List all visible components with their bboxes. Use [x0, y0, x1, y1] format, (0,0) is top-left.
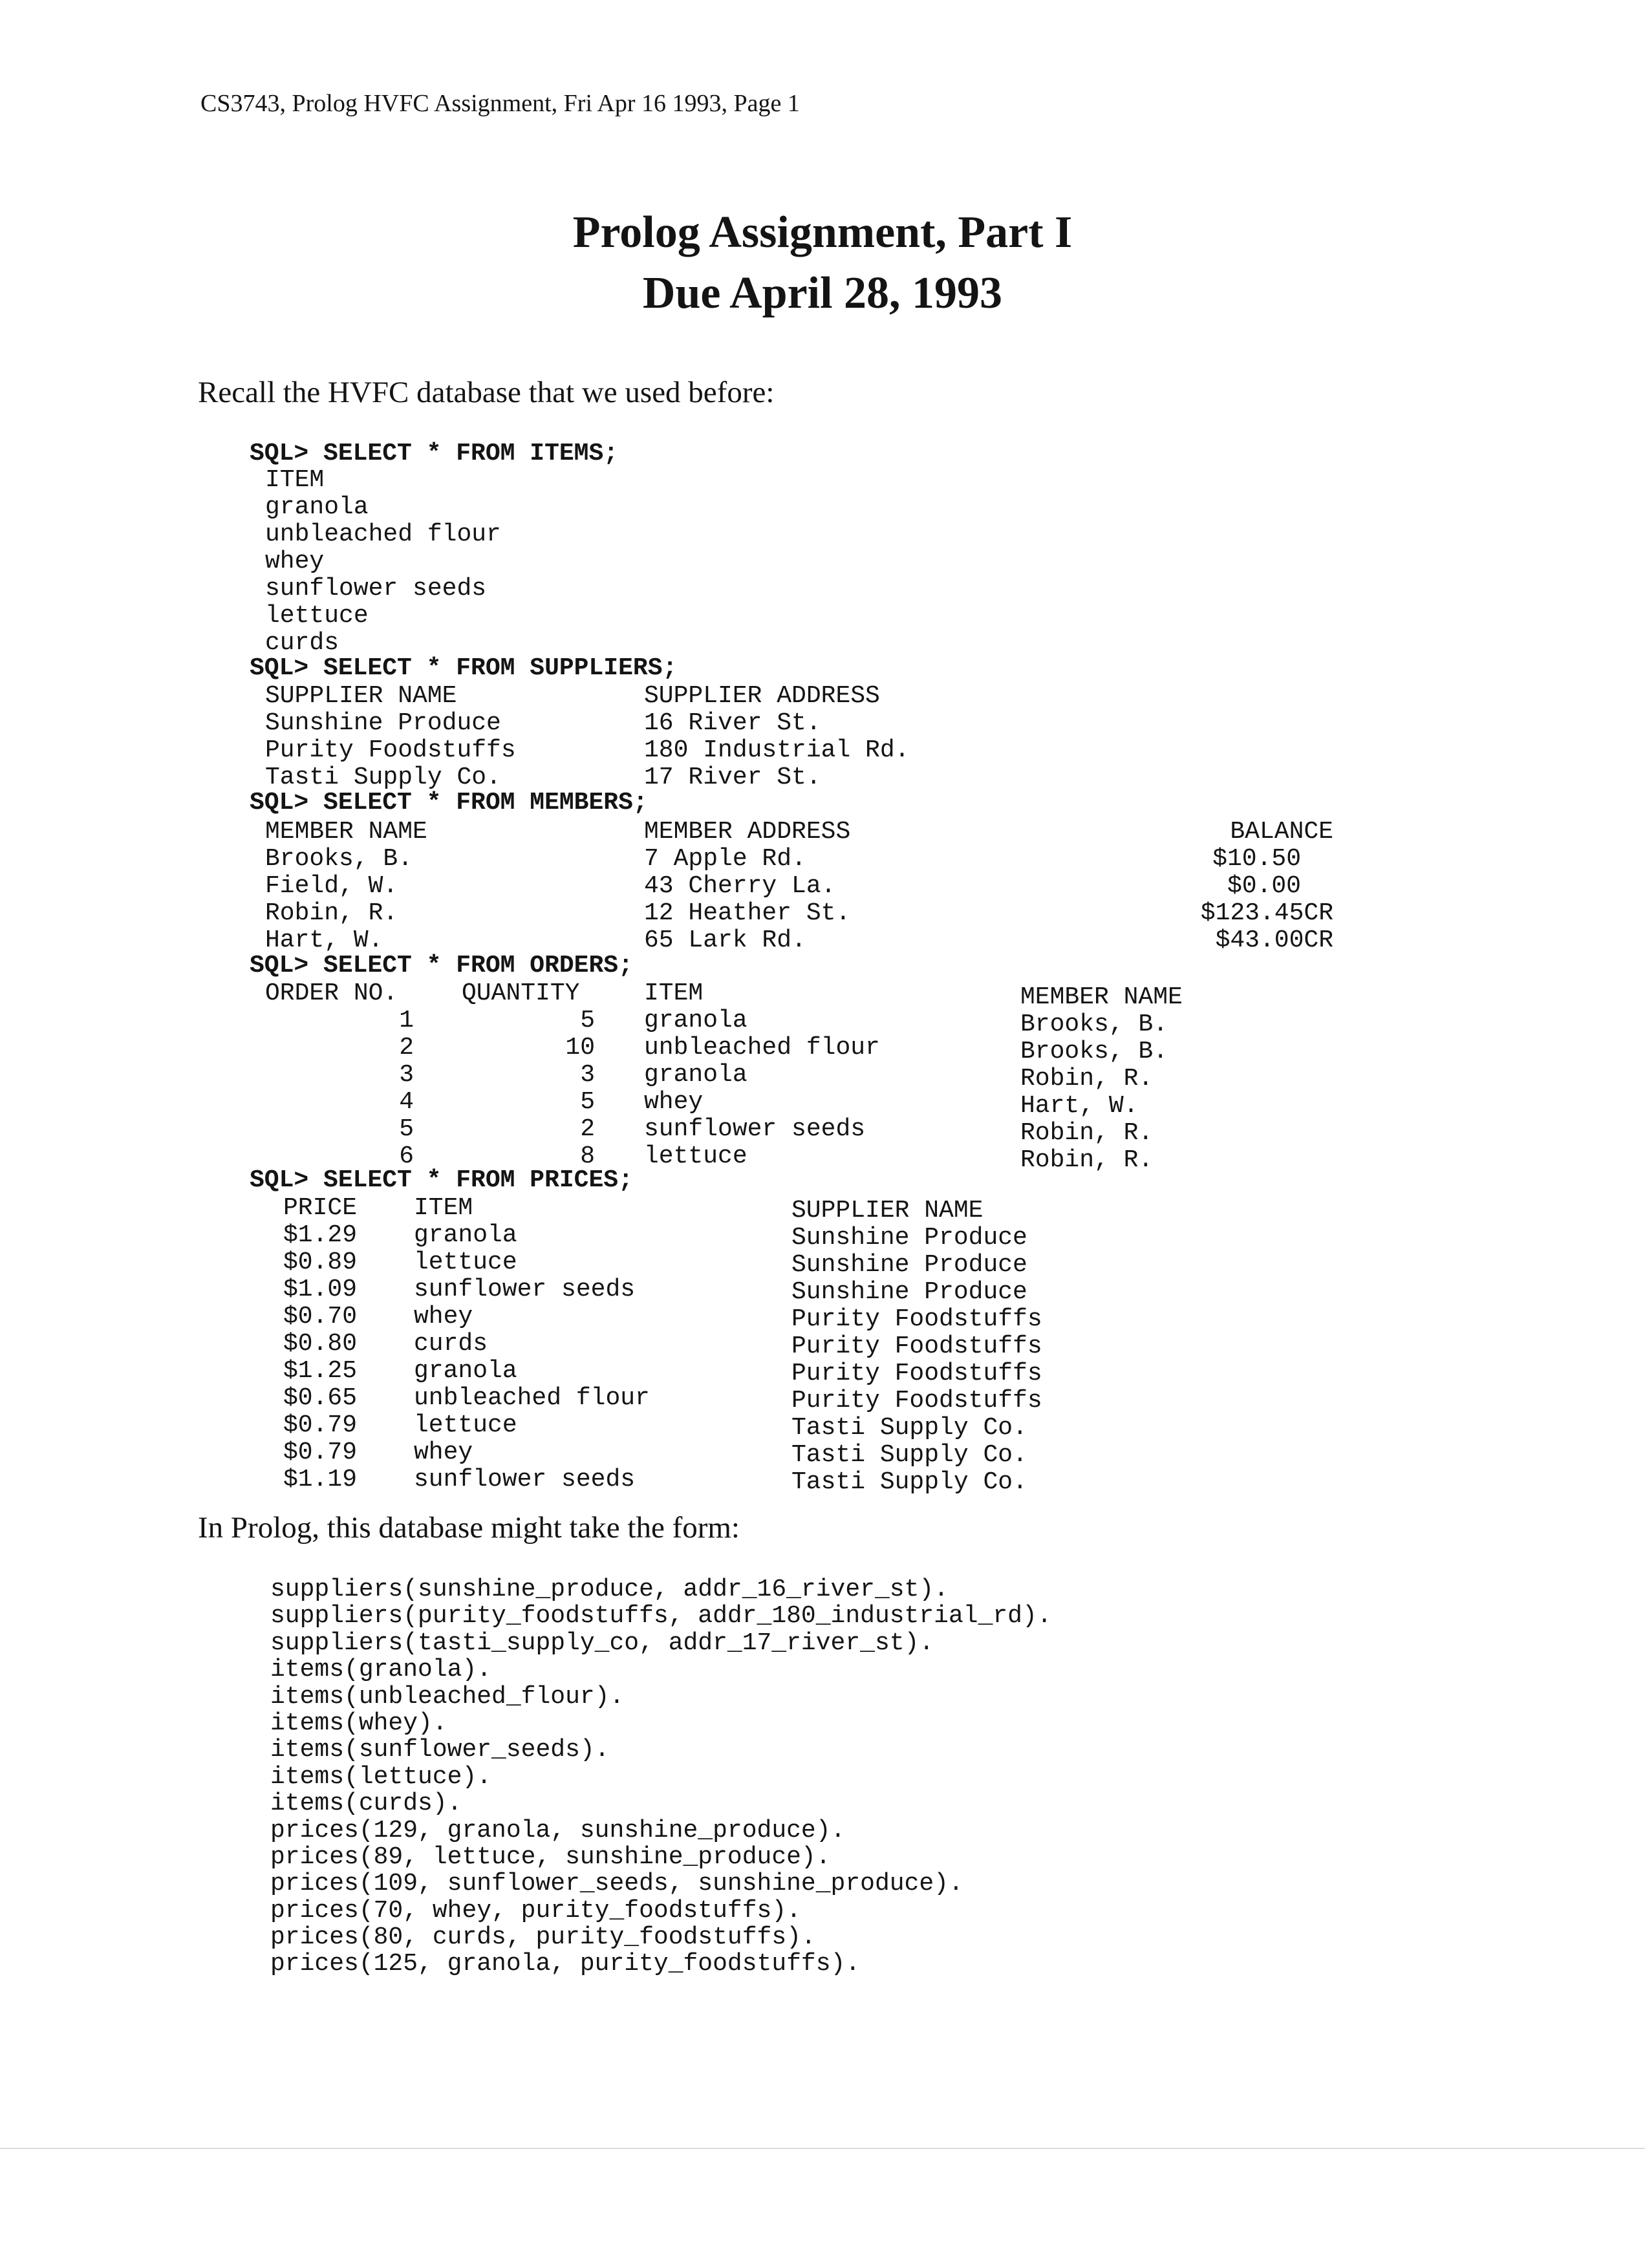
price-supplier-cell: Purity Foodstuffs [791, 1305, 1042, 1333]
price-item-cell: curds [414, 1330, 488, 1358]
sql-prices-command: SQL> SELECT * FROM PRICES; [250, 1166, 633, 1194]
prolog-fact-line: items(lettuce). [270, 1762, 492, 1791]
member-address-cell: 7 Apple Rd. [644, 845, 806, 873]
order-no-header: ORDER NO. [265, 979, 398, 1007]
order-no-cell: 1 [399, 1007, 414, 1034]
price-supplier-cell: Purity Foodstuffs [791, 1360, 1042, 1387]
order-item-cell: lettuce [644, 1142, 747, 1170]
price-cell: $0.65 [283, 1384, 358, 1412]
prolog-fact-line: prices(129, granola, sunshine_produce). [270, 1816, 846, 1845]
supplier-address-cell: 16 River St. [644, 709, 821, 737]
price-item-cell: sunflower seeds [414, 1276, 636, 1303]
page-header: CS3743, Prolog HVFC Assignment, Fri Apr 16 1993, Page 1 [200, 90, 800, 117]
prolog-fact-line: prices(125, granola, purity_foodstuffs). [270, 1950, 861, 1978]
price-item-cell: granola [414, 1357, 517, 1385]
order-no-cell: 5 [399, 1115, 414, 1143]
member-address-cell: 12 Heather St. [644, 899, 851, 927]
items-header: ITEM [265, 466, 325, 494]
item-cell: whey [265, 548, 325, 575]
quantity-cell: 3 [580, 1061, 595, 1089]
prolog-fact-line: suppliers(tasti_supply_co, addr_17_river_st). [270, 1629, 934, 1657]
order-no-cell: 2 [399, 1034, 414, 1062]
prolog-fact-line: items(sunflower_seeds). [270, 1736, 610, 1764]
price-item-cell: unbleached flour [414, 1384, 650, 1412]
quantity-cell: 5 [580, 1088, 595, 1116]
sql-items-command: SQL> SELECT * FROM ITEMS; [250, 440, 619, 467]
price-cell: $1.19 [283, 1466, 358, 1493]
balance-cell: $43.00CR [1215, 926, 1333, 954]
member-address-cell: 43 Cherry La. [644, 872, 836, 900]
member-name-cell: Robin, R. [265, 899, 398, 927]
price-item-cell: whey [414, 1303, 473, 1331]
price-item-cell: lettuce [414, 1411, 517, 1439]
price-supplier-cell: Tasti Supply Co. [791, 1441, 1027, 1469]
prolog-fact-line: prices(89, lettuce, sunshine_produce). [270, 1843, 831, 1871]
supplier-address-cell: 180 Industrial Rd. [644, 736, 910, 764]
order-item-cell: whey [644, 1088, 704, 1116]
quantity-header: QUANTITY [462, 979, 580, 1007]
title-line-1: Prolog Assignment, Part I [572, 208, 1073, 257]
member-address-cell: 65 Lark Rd. [644, 926, 806, 954]
member-name-cell: Hart, W. [265, 926, 383, 954]
balance-header: BALANCE [1230, 818, 1333, 846]
sql-orders-command: SQL> SELECT * FROM ORDERS; [250, 952, 633, 979]
order-item-cell: unbleached flour [644, 1034, 880, 1062]
balance-cell: $10.50 [1212, 845, 1301, 873]
balance-cell: $123.45CR [1200, 899, 1333, 927]
price-cell: $1.09 [283, 1276, 358, 1303]
title-line-2: Due April 28, 1993 [642, 268, 1003, 318]
balance-cell: $0.00 [1227, 872, 1301, 900]
prolog-fact-line: items(unbleached_flour). [270, 1682, 625, 1711]
quantity-cell: 2 [580, 1115, 595, 1143]
price-cell: $0.89 [283, 1248, 358, 1276]
order-no-cell: 4 [399, 1088, 414, 1116]
order-member-cell: Brooks, B. [1020, 1011, 1168, 1038]
order-member-cell: Robin, R. [1020, 1119, 1154, 1147]
price-item-header: ITEM [414, 1194, 473, 1222]
scan-edge-line [0, 2148, 1645, 2149]
price-header: PRICE [283, 1194, 358, 1222]
order-no-cell: 6 [399, 1142, 414, 1170]
price-supplier-cell: Tasti Supply Co. [791, 1468, 1027, 1496]
prolog-fact-line: prices(80, curds, purity_foodstuffs). [270, 1923, 816, 1952]
member-address-header: MEMBER ADDRESS [644, 818, 851, 846]
prolog-fact-line: suppliers(sunshine_produce, addr_16_river_st). [270, 1576, 949, 1603]
price-supplier-cell: Purity Foodstuffs [791, 1332, 1042, 1360]
prolog-fact-line: items(whey). [270, 1709, 447, 1737]
member-name-header: MEMBER NAME [265, 818, 427, 846]
quantity-cell: 5 [580, 1007, 595, 1034]
order-member-cell: Hart, W. [1020, 1092, 1139, 1120]
supplier-address-header: SUPPLIER ADDRESS [644, 682, 880, 710]
prolog-code-block [270, 1576, 1052, 1978]
price-cell: $0.70 [283, 1303, 358, 1331]
price-item-cell: lettuce [414, 1248, 517, 1276]
order-item-header: ITEM [644, 979, 704, 1007]
supplier-name-cell: Tasti Supply Co. [265, 764, 501, 791]
price-item-cell: granola [414, 1221, 517, 1249]
prolog-fact-line: prices(109, sunflower_seeds, sunshine_produce). [270, 1870, 963, 1898]
item-cell: unbleached flour [265, 520, 501, 548]
prolog-fact-line: suppliers(purity_foodstuffs, addr_180_industrial_rd). [270, 1602, 1052, 1631]
order-member-cell: Robin, R. [1020, 1065, 1154, 1093]
price-cell: $0.80 [283, 1330, 358, 1358]
prolog-fact-line: items(granola). [270, 1656, 492, 1684]
sql-suppliers-command: SQL> SELECT * FROM SUPPLIERS; [250, 654, 678, 682]
price-item-cell: whey [414, 1439, 473, 1466]
price-supplier-header: SUPPLIER NAME [791, 1197, 984, 1225]
member-name-cell: Brooks, B. [265, 845, 413, 873]
member-name-cell: Field, W. [265, 872, 398, 900]
supplier-name-cell: Purity Foodstuffs [265, 736, 516, 764]
prolog-fact-line: items(curds). [270, 1790, 462, 1818]
supplier-name-header: SUPPLIER NAME [265, 682, 457, 710]
price-cell: $1.25 [283, 1357, 358, 1385]
quantity-cell: 10 [565, 1034, 595, 1062]
order-item-cell: sunflower seeds [644, 1115, 866, 1143]
sql-members-command: SQL> SELECT * FROM MEMBERS; [250, 789, 648, 817]
order-member-cell: Robin, R. [1020, 1146, 1154, 1174]
item-cell: curds [265, 629, 339, 657]
price-supplier-cell: Sunshine Produce [791, 1251, 1027, 1279]
order-item-cell: granola [644, 1007, 747, 1034]
supplier-name-cell: Sunshine Produce [265, 709, 501, 737]
order-item-cell: granola [644, 1061, 747, 1089]
prolog-fact-line: prices(70, whey, purity_foodstuffs). [270, 1896, 801, 1925]
quantity-cell: 8 [580, 1142, 595, 1170]
item-cell: granola [265, 493, 369, 521]
price-cell: $0.79 [283, 1439, 358, 1466]
price-supplier-cell: Tasti Supply Co. [791, 1414, 1027, 1442]
item-cell: sunflower seeds [265, 575, 487, 603]
price-item-cell: sunflower seeds [414, 1466, 636, 1493]
price-cell: $1.29 [283, 1221, 358, 1249]
price-supplier-cell: Purity Foodstuffs [791, 1387, 1042, 1415]
intro-text: Recall the HVFC database that we used before: [198, 376, 775, 409]
item-cell: lettuce [265, 602, 369, 630]
price-cell: $0.79 [283, 1411, 358, 1439]
prolog-intro-text: In Prolog, this database might take the form: [198, 1511, 740, 1545]
supplier-address-cell: 17 River St. [644, 764, 821, 791]
order-member-header: MEMBER NAME [1020, 983, 1183, 1011]
order-member-cell: Brooks, B. [1020, 1038, 1168, 1065]
order-no-cell: 3 [399, 1061, 414, 1089]
price-supplier-cell: Sunshine Produce [791, 1278, 1027, 1306]
price-supplier-cell: Sunshine Produce [791, 1224, 1027, 1252]
